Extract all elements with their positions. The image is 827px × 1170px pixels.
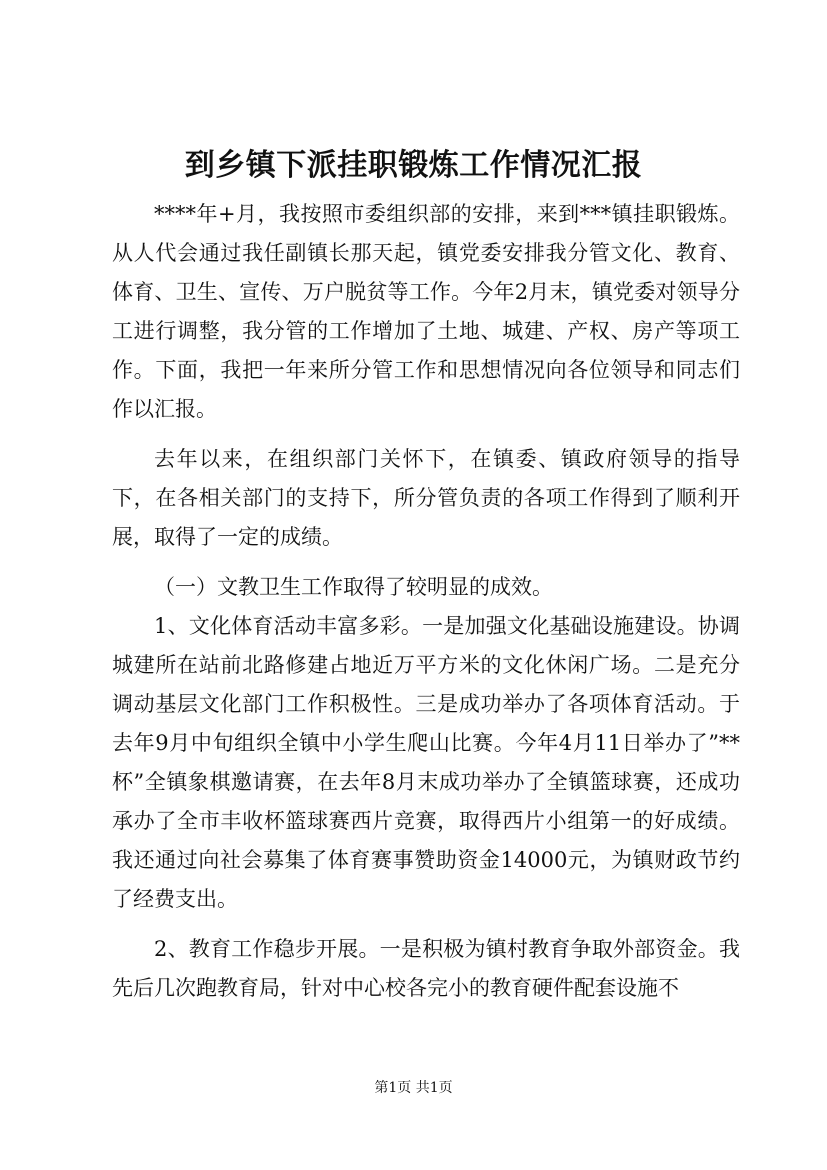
page-footer: 第1页 共1页 xyxy=(374,1080,453,1096)
paragraph-summary: 去年以来，在组织部门关怀下，在镇委、镇政府领导的指导下，在各相关部门的支持下，所分管负责的各项工作得到了顺利开展，取得了一定的成绩。 xyxy=(112,447,740,549)
paragraph-education: 2、教育工作稳步开展。一是积极为镇村教育争取外部资金。我先后几次跑教育局，针对中心校各完小的教育硬件配套设施不 xyxy=(112,937,740,1000)
paragraph-intro: ****年+月，我按照市委组织部的安排，来到***镇挂职锻炼。从人代会通过我任副镇长那天起，镇党委安排我分管文化、教育、体育、卫生、宣传、万户脱贫等工作。今年2月末，镇党委对领导分工进行调整，我分管的工作增加了土地、城建、产权、房产等项工作。下面，我把一年来所分管工作和思想情况向各位领导和同志们作以汇报。 xyxy=(112,202,740,421)
section-heading-culture-education-health: （一）文教卫生工作取得了较明显的成效。 xyxy=(154,575,553,599)
paragraph-culture-sports: 1、文化体育活动丰富多彩。一是加强文化基础设施建设。协调城建所在站前北路修建占地近万平方米的文化休闲广场。二是充分调动基层文化部门工作积极性。三是成功举办了各项体育活动。于去年9月中旬组织全镇中小学生爬山比赛。今年4月11日举办了”**杯”全镇象棋邀请赛，在去年8月末成功举办了全镇篮球赛，还成功承办了全市丰收杯篮球赛西片竞赛，取得西片小组第一的好成绩。我还通过向社会募集了体育赛事赞助资金14000元，为镇财政节约了经费支出。 xyxy=(112,614,740,911)
document-title: 到乡镇下派挂职锻炼工作情况汇报 xyxy=(184,148,643,183)
document-body xyxy=(112,195,740,1008)
